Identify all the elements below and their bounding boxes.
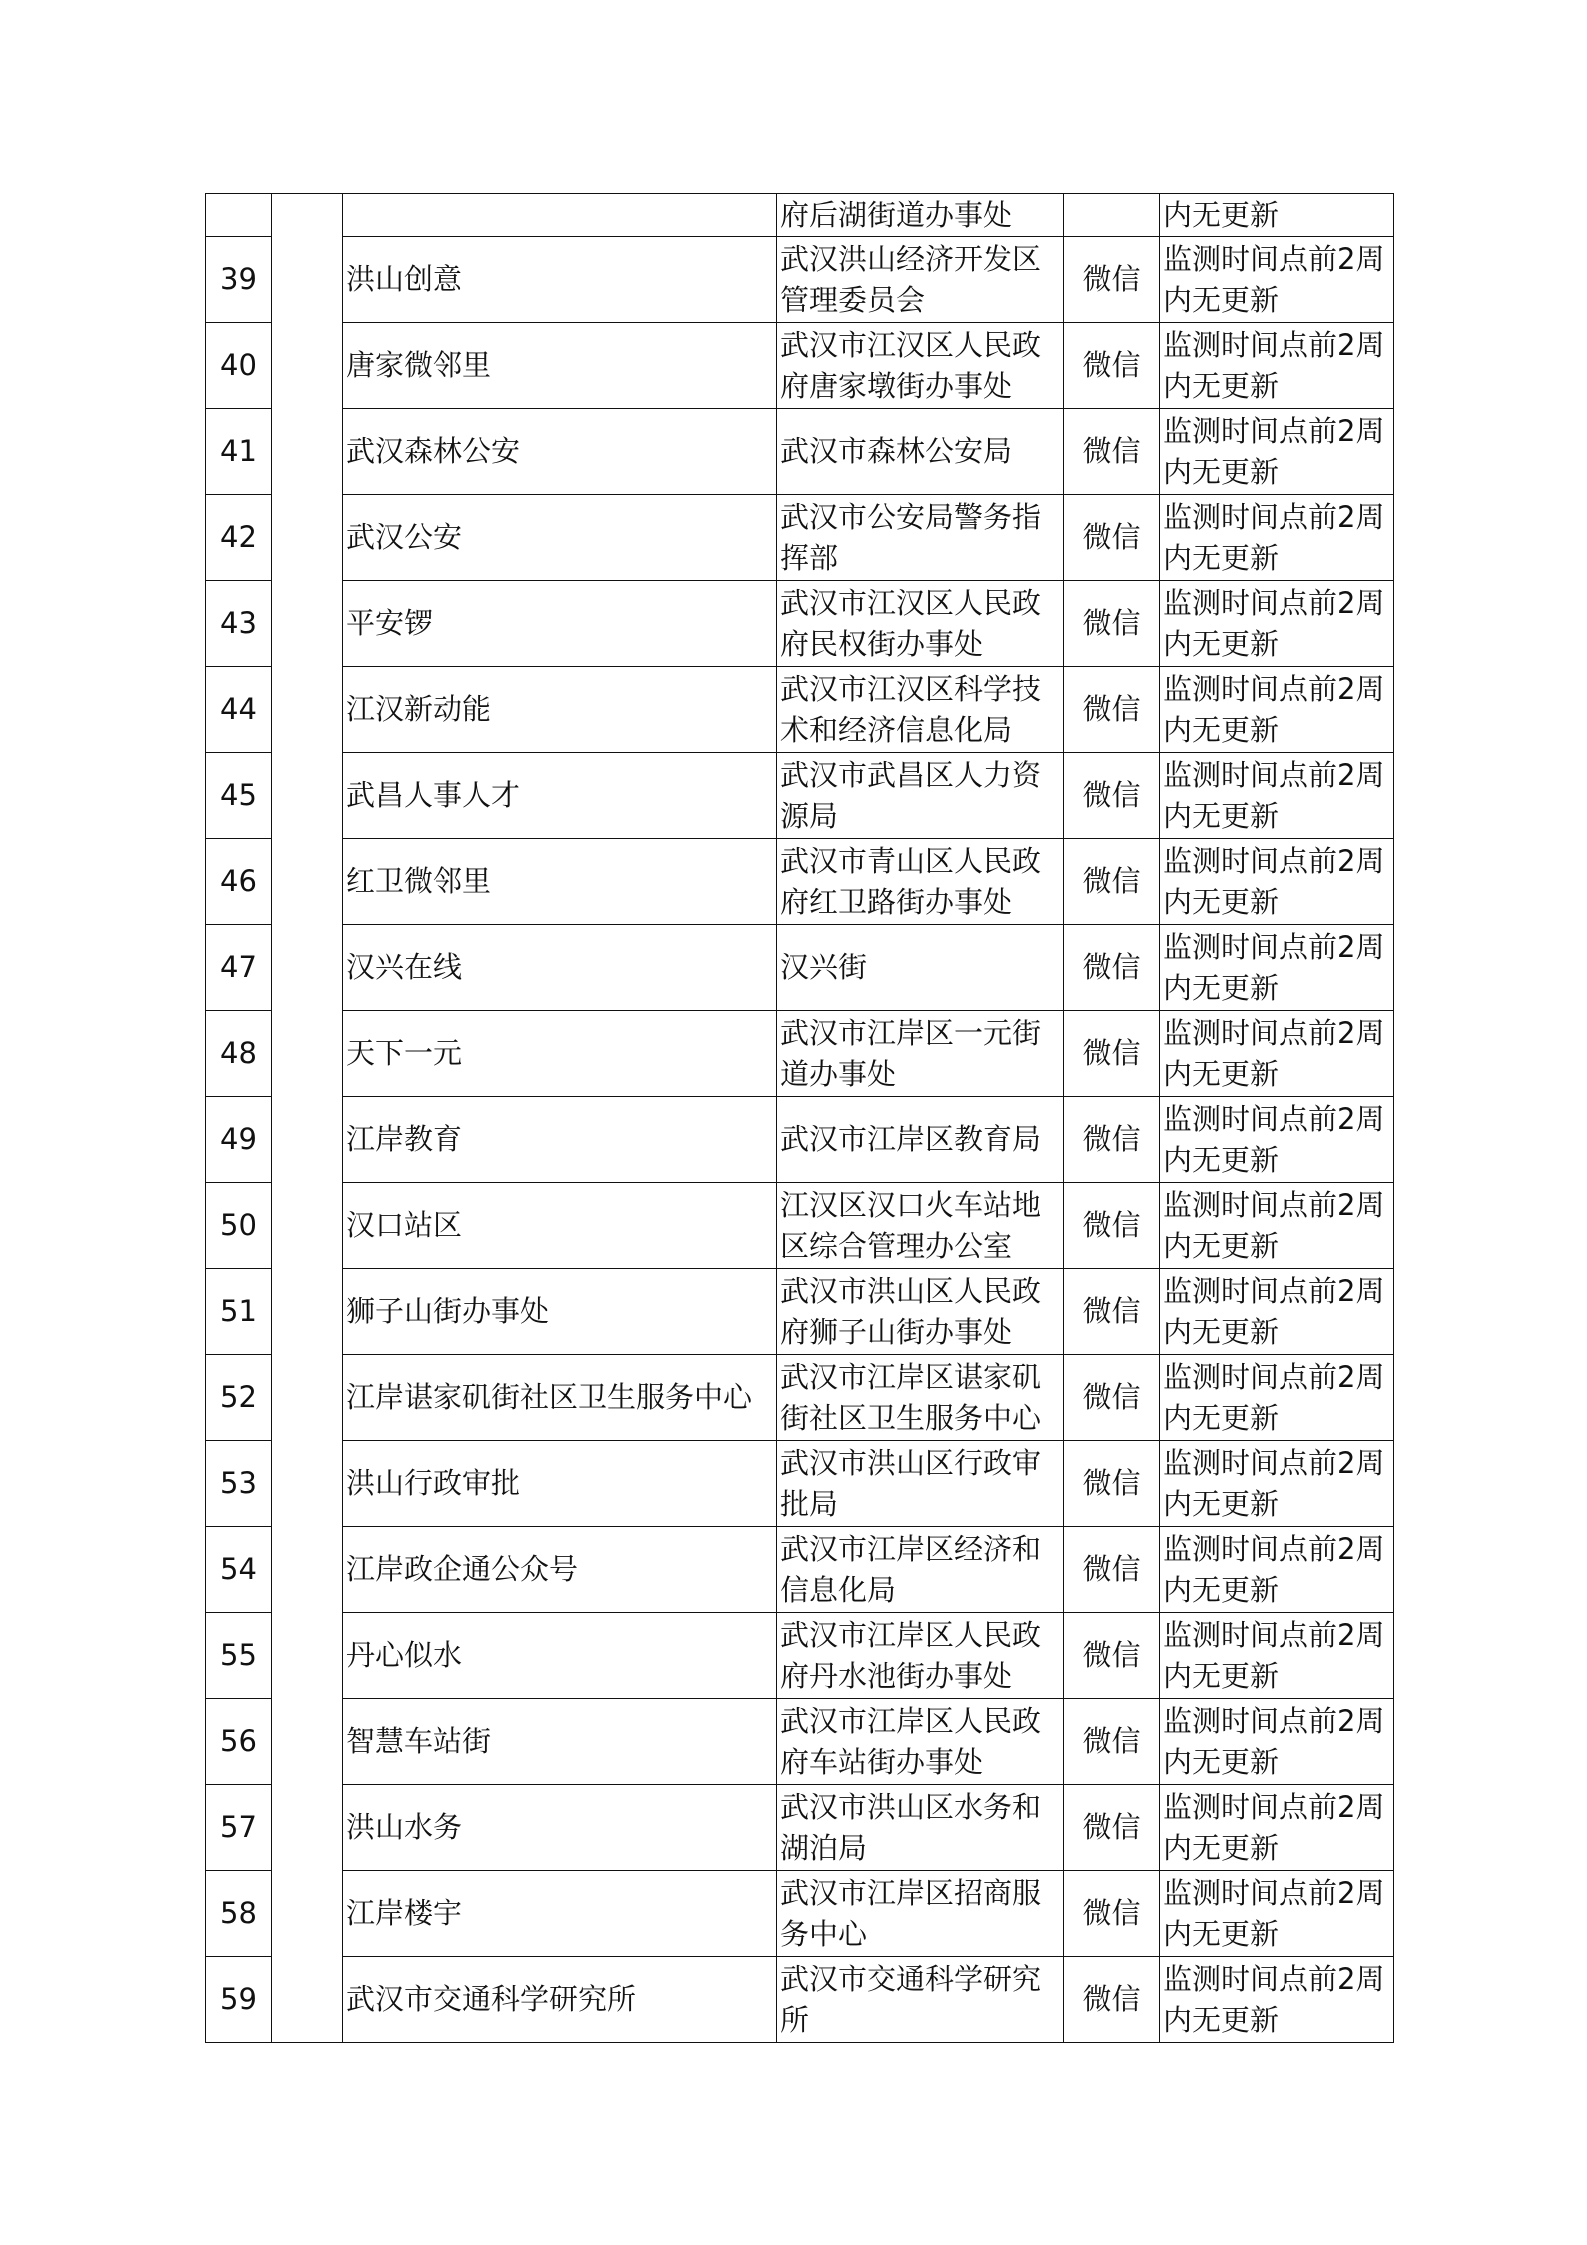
account-table: [205, 193, 1394, 2043]
cell-account: 武汉市交通科学研究所: [343, 1957, 777, 2043]
cell-account: 武昌人事人才: [343, 753, 777, 839]
cell-status: 监测时间点前2周内无更新: [1160, 667, 1394, 753]
cell-no: 50: [206, 1183, 272, 1269]
table-row: [206, 1355, 1394, 1441]
cell-platform: 微信: [1064, 1011, 1160, 1097]
cell-account: 丹心似水: [343, 1613, 777, 1699]
cell-unit: 武汉市江岸区人民政府车站街办事处: [777, 1699, 1064, 1785]
cell-status: 监测时间点前2周内无更新: [1160, 839, 1394, 925]
cell-account: 武汉公安: [343, 495, 777, 581]
cell-unit: 江汉区汉口火车站地区综合管理办公室: [777, 1183, 1064, 1269]
cell-account: 江岸教育: [343, 1097, 777, 1183]
cell-status: 监测时间点前2周内无更新: [1160, 1527, 1394, 1613]
cell-unit: 武汉市洪山区水务和湖泊局: [777, 1785, 1064, 1871]
cell-account: [343, 194, 777, 237]
cell-unit: 府后湖街道办事处: [777, 194, 1064, 237]
table-row: [206, 1097, 1394, 1183]
cell-account: 唐家微邻里: [343, 323, 777, 409]
cell-account: 江汉新动能: [343, 667, 777, 753]
cell-no: 54: [206, 1527, 272, 1613]
cell-status: 监测时间点前2周内无更新: [1160, 581, 1394, 667]
cell-platform: 微信: [1064, 1269, 1160, 1355]
cell-status: 监测时间点前2周内无更新: [1160, 1355, 1394, 1441]
cell-platform: 微信: [1064, 1871, 1160, 1957]
table-row: [206, 1871, 1394, 1957]
cell-no: [206, 194, 272, 237]
cell-platform: 微信: [1064, 237, 1160, 323]
cell-platform: 微信: [1064, 495, 1160, 581]
cell-platform: 微信: [1064, 1527, 1160, 1613]
table-row: [206, 581, 1394, 667]
cell-unit: 武汉洪山经济开发区管理委员会: [777, 237, 1064, 323]
cell-account: 红卫微邻里: [343, 839, 777, 925]
cell-platform: 微信: [1064, 1355, 1160, 1441]
cell-unit: 武汉市江岸区教育局: [777, 1097, 1064, 1183]
cell-status: 监测时间点前2周内无更新: [1160, 1183, 1394, 1269]
table-row: [206, 1699, 1394, 1785]
cell-no: 53: [206, 1441, 272, 1527]
cell-unit: 武汉市江岸区人民政府丹水池街办事处: [777, 1613, 1064, 1699]
table-row: [206, 1785, 1394, 1871]
cell-no: 56: [206, 1699, 272, 1785]
cell-no: 42: [206, 495, 272, 581]
cell-account: 洪山行政审批: [343, 1441, 777, 1527]
cell-platform: 微信: [1064, 409, 1160, 495]
table-row: [206, 925, 1394, 1011]
table-row: [206, 1441, 1394, 1527]
cell-no: 43: [206, 581, 272, 667]
cell-unit: 武汉市青山区人民政府红卫路街办事处: [777, 839, 1064, 925]
cell-no: 41: [206, 409, 272, 495]
cell-status: 监测时间点前2周内无更新: [1160, 925, 1394, 1011]
cell-platform: [1064, 194, 1160, 237]
table-row-continuation: [206, 194, 1394, 237]
cell-platform: 微信: [1064, 1613, 1160, 1699]
cell-unit: 武汉市交通科学研究所: [777, 1957, 1064, 2043]
cell-platform: 微信: [1064, 925, 1160, 1011]
table-row: [206, 1527, 1394, 1613]
cell-account: 江岸谌家矶街社区卫生服务中心: [343, 1355, 777, 1441]
cell-account: 江岸政企通公众号: [343, 1527, 777, 1613]
table-row: [206, 753, 1394, 839]
cell-status: 监测时间点前2周内无更新: [1160, 323, 1394, 409]
cell-platform: 微信: [1064, 581, 1160, 667]
table-body: [206, 194, 1394, 2043]
cell-platform: 微信: [1064, 1183, 1160, 1269]
cell-status: 监测时间点前2周内无更新: [1160, 1097, 1394, 1183]
table-row: [206, 1183, 1394, 1269]
cell-platform: 微信: [1064, 753, 1160, 839]
cell-no: 49: [206, 1097, 272, 1183]
cell-unit: 武汉市江岸区经济和信息化局: [777, 1527, 1064, 1613]
cell-unit: 武汉市森林公安局: [777, 409, 1064, 495]
cell-unit: 武汉市洪山区人民政府狮子山街办事处: [777, 1269, 1064, 1355]
cell-no: 48: [206, 1011, 272, 1097]
cell-unit: 武汉市江岸区招商服务中心: [777, 1871, 1064, 1957]
cell-status: 监测时间点前2周内无更新: [1160, 237, 1394, 323]
cell-no: 39: [206, 237, 272, 323]
cell-status: 监测时间点前2周内无更新: [1160, 1269, 1394, 1355]
table-row: [206, 495, 1394, 581]
table-row: [206, 1269, 1394, 1355]
table-row: [206, 323, 1394, 409]
cell-platform: 微信: [1064, 323, 1160, 409]
cell-no: 57: [206, 1785, 272, 1871]
cell-unit: 武汉市洪山区行政审批局: [777, 1441, 1064, 1527]
cell-status: 监测时间点前2周内无更新: [1160, 1785, 1394, 1871]
cell-account: 汉兴在线: [343, 925, 777, 1011]
cell-account: 天下一元: [343, 1011, 777, 1097]
cell-status: 监测时间点前2周内无更新: [1160, 409, 1394, 495]
cell-platform: 微信: [1064, 1785, 1160, 1871]
cell-unit: 武汉市江岸区一元街道办事处: [777, 1011, 1064, 1097]
cell-platform: 微信: [1064, 839, 1160, 925]
table-row: [206, 839, 1394, 925]
cell-unit: 武汉市公安局警务指挥部: [777, 495, 1064, 581]
cell-no: 59: [206, 1957, 272, 2043]
cell-no: 44: [206, 667, 272, 753]
table-row: [206, 1011, 1394, 1097]
cell-status: 监测时间点前2周内无更新: [1160, 1957, 1394, 2043]
cell-platform: 微信: [1064, 1699, 1160, 1785]
cell-account: 平安锣: [343, 581, 777, 667]
cell-no: 47: [206, 925, 272, 1011]
cell-status: 监测时间点前2周内无更新: [1160, 1011, 1394, 1097]
cell-no: 55: [206, 1613, 272, 1699]
cell-unit: 武汉市江汉区人民政府唐家墩街办事处: [777, 323, 1064, 409]
cell-status: 监测时间点前2周内无更新: [1160, 495, 1394, 581]
cell-unit: 武汉市江汉区人民政府民权街办事处: [777, 581, 1064, 667]
cell-no: 52: [206, 1355, 272, 1441]
cell-account: 洪山水务: [343, 1785, 777, 1871]
cell-no: 45: [206, 753, 272, 839]
cell-unit: 武汉市江岸区谌家矶街社区卫生服务中心: [777, 1355, 1064, 1441]
table-row: [206, 1613, 1394, 1699]
cell-status: 监测时间点前2周内无更新: [1160, 753, 1394, 839]
table-row: [206, 1957, 1394, 2043]
cell-status: 监测时间点前2周内无更新: [1160, 1871, 1394, 1957]
cell-no: 40: [206, 323, 272, 409]
cell-account: 武汉森林公安: [343, 409, 777, 495]
cell-platform: 微信: [1064, 1097, 1160, 1183]
cell-platform: 微信: [1064, 667, 1160, 753]
cell-account: 江岸楼宇: [343, 1871, 777, 1957]
cell-no: 46: [206, 839, 272, 925]
cell-unit: 武汉市武昌区人力资源局: [777, 753, 1064, 839]
cell-account: 洪山创意: [343, 237, 777, 323]
cell-account: 狮子山街办事处: [343, 1269, 777, 1355]
cell-category-merged: [272, 194, 343, 2043]
cell-status: 内无更新: [1160, 194, 1394, 237]
cell-account: 汉口站区: [343, 1183, 777, 1269]
table-row: [206, 237, 1394, 323]
table-row: [206, 667, 1394, 753]
cell-platform: 微信: [1064, 1441, 1160, 1527]
cell-no: 51: [206, 1269, 272, 1355]
cell-status: 监测时间点前2周内无更新: [1160, 1699, 1394, 1785]
cell-unit: 武汉市江汉区科学技术和经济信息化局: [777, 667, 1064, 753]
cell-no: 58: [206, 1871, 272, 1957]
table-row: [206, 409, 1394, 495]
cell-status: 监测时间点前2周内无更新: [1160, 1441, 1394, 1527]
cell-status: 监测时间点前2周内无更新: [1160, 1613, 1394, 1699]
cell-account: 智慧车站街: [343, 1699, 777, 1785]
cell-unit: 汉兴街: [777, 925, 1064, 1011]
cell-platform: 微信: [1064, 1957, 1160, 2043]
